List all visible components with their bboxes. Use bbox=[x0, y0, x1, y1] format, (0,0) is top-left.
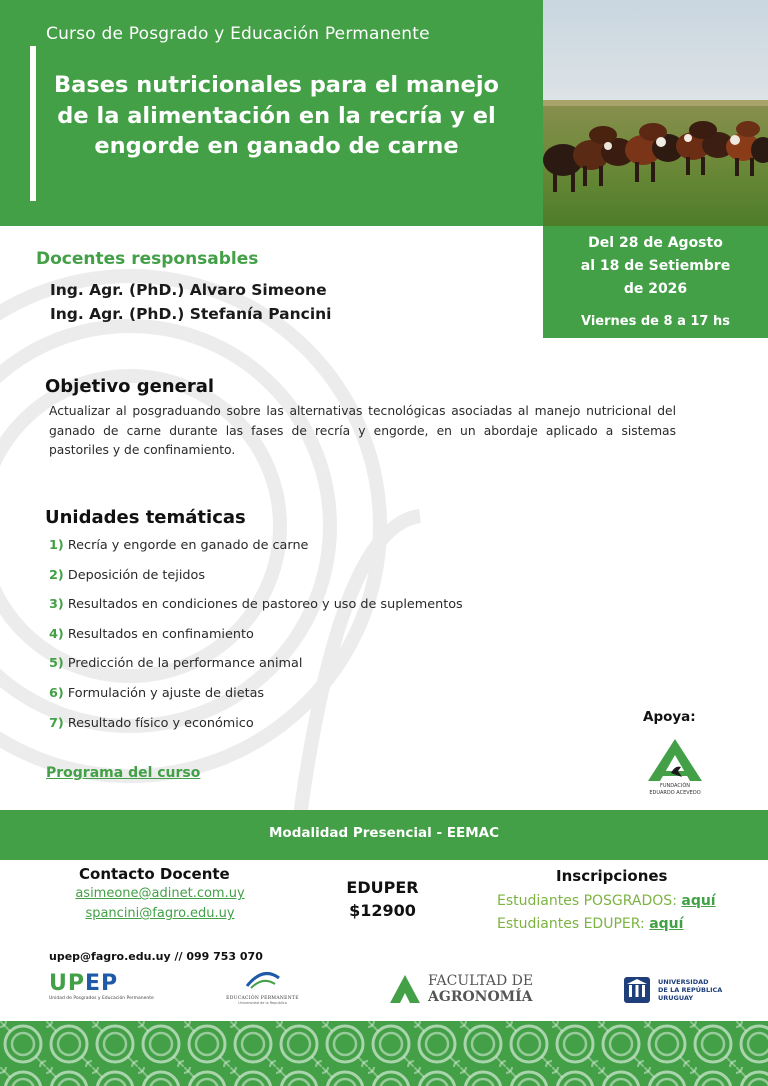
objetivo-text: Actualizar al posgraduando sobre las alternativas tecnológicas asociadas al manejo nutricional del ganado de carne durante las fases de recría y engorde, en un abordaje aplicado a sistemas pastoriles y de confinamiento. bbox=[49, 404, 676, 457]
list-item: 6) Formulación y ajuste de dietas bbox=[49, 686, 265, 701]
dates-box bbox=[543, 226, 768, 338]
course-type-label: Curso de Posgrado y Educación Permanente bbox=[46, 24, 430, 44]
apoya-label: Apoya: bbox=[643, 709, 696, 725]
list-item: 3) Resultados en condiciones de pastoreo y uso de suplementos bbox=[49, 597, 463, 612]
list-item: 7) Resultado físico y económico bbox=[49, 716, 254, 731]
contacto-heading: Contacto Docente bbox=[79, 865, 230, 883]
date-start: Del 28 de Agosto bbox=[588, 235, 723, 251]
cattle-photo bbox=[543, 0, 768, 226]
fundacion-name: FUNDACIÓN EDUARDO ACEVEDO bbox=[649, 783, 701, 796]
objetivo-heading: Objetivo general bbox=[45, 376, 215, 397]
schedule-hours: Viernes de 8 a 17 hs bbox=[581, 314, 730, 329]
email-link[interactable]: spancini@fagro.edu.uy bbox=[85, 906, 235, 921]
price-amount: $12900 bbox=[349, 901, 416, 920]
fagro-triangle-icon bbox=[388, 973, 422, 1005]
inscripcion-row: Estudiantes POSGRADOS: aquí bbox=[497, 893, 716, 909]
price-block bbox=[330, 876, 435, 922]
footer-pattern bbox=[0, 1021, 768, 1086]
header-accent-bar bbox=[30, 46, 36, 201]
inscripcion-row: Estudiantes EDUPER: aquí bbox=[497, 916, 684, 932]
inscripcion-posgrados-link[interactable]: aquí bbox=[681, 893, 716, 909]
list-item: 2) Deposición de tejidos bbox=[49, 568, 206, 583]
upep-contact: upep@fagro.edu.uy // 099 753 070 bbox=[49, 950, 263, 963]
upep-logo: UPEP Unidad de Posgrados y Educación Permanente bbox=[49, 971, 154, 1001]
udelar-logo: UNIVERSIDAD DE LA REPÚBLICA URUGUAY bbox=[622, 975, 732, 1009]
inscripcion-eduper-link[interactable]: aquí bbox=[649, 916, 684, 932]
list-item: 1) Recría y engorde en ganado de carne bbox=[49, 538, 309, 553]
fagro-logo: FACULTAD DE AGRONOMÍA bbox=[388, 972, 548, 1008]
docente-name: Ing. Agr. (PhD.) Stefanía Pancini bbox=[50, 305, 332, 323]
docentes-heading: Docentes responsables bbox=[36, 249, 259, 269]
course-title: Bases nutricionales para el manejo de la alimentación en la recría y el engorde en ganado de carne bbox=[53, 72, 499, 159]
docente-name: Ing. Agr. (PhD.) Alvaro Simeone bbox=[50, 281, 327, 299]
udelar-shield-icon bbox=[622, 975, 652, 1005]
list-item: 4) Resultados en confinamiento bbox=[49, 627, 254, 642]
ep-swoosh-icon bbox=[243, 970, 283, 992]
unidades-heading: Unidades temáticas bbox=[45, 507, 246, 528]
header-banner bbox=[0, 0, 543, 226]
modalidad-banner: Modalidad Presencial - EEMAC bbox=[0, 810, 768, 860]
programa-link[interactable]: Programa del curso bbox=[46, 765, 201, 781]
educacion-permanente-logo: EDUCACIÓN PERMANENTE Universidad de la República bbox=[225, 970, 300, 1012]
date-year: de 2026 bbox=[623, 281, 688, 297]
inscripciones-heading: Inscripciones bbox=[556, 867, 668, 885]
list-item: 5) Predicción de la performance animal bbox=[49, 656, 303, 671]
date-end: al 18 de Setiembre bbox=[580, 258, 731, 274]
email-link[interactable]: asimeone@adinet.com.uy bbox=[75, 886, 245, 901]
price-label: EDUPER bbox=[346, 878, 419, 897]
